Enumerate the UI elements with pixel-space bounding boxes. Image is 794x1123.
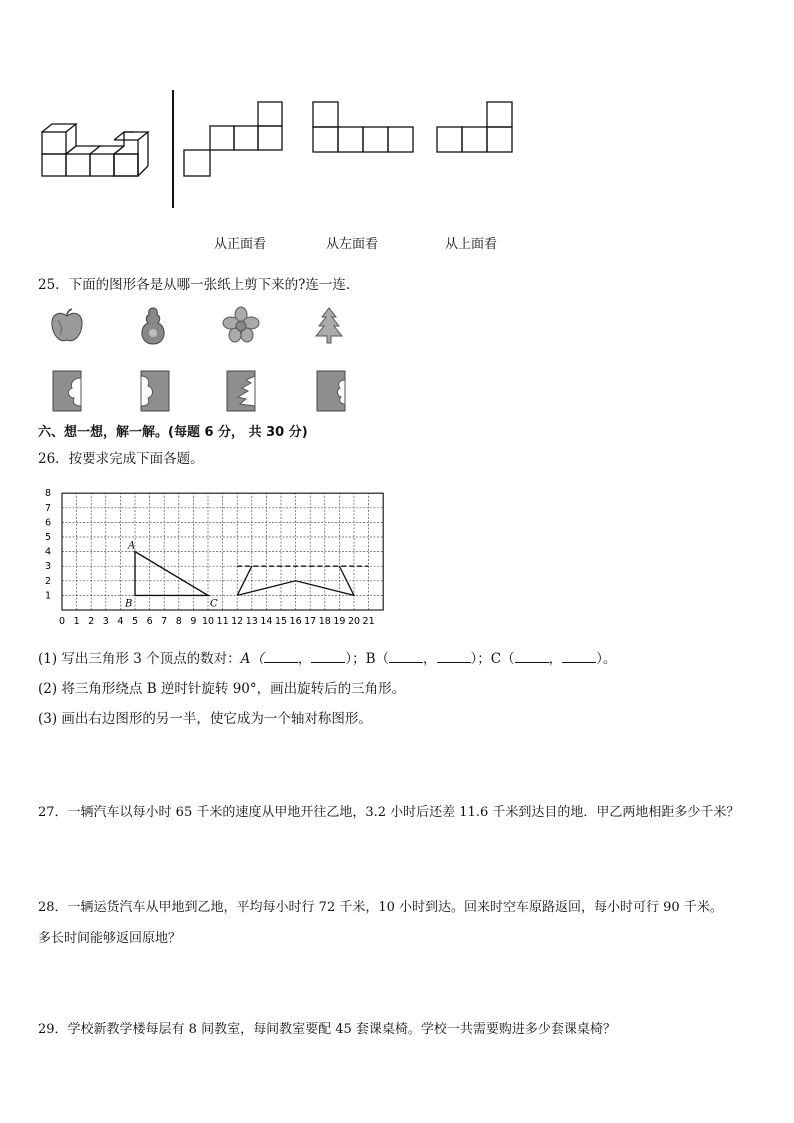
tree-cutout-icon[interactable] (313, 306, 345, 346)
x-tick-label: 21 (362, 616, 375, 627)
q26-sub1-b: ）；B（ (345, 651, 390, 667)
answer-blank-a-x[interactable] (264, 662, 298, 663)
paper-sheet-3-icon[interactable] (226, 370, 256, 412)
x-tick-label: 10 (201, 616, 215, 627)
paper-sheet-1-icon[interactable] (52, 370, 82, 412)
answer-blank-c-y[interactable] (562, 662, 596, 663)
x-tick-label: 9 (190, 616, 197, 627)
x-tick-label: 4 (117, 616, 124, 627)
y-tick-label: 6 (44, 517, 52, 529)
q26-sub1: (1) 写出三角形 3 个顶点的数对：A（ ， ）；B（ ， ）；C（ ， ）。 (38, 651, 617, 667)
coordinate-grid[interactable] (40, 478, 380, 630)
answer-blank-b-y[interactable] (437, 662, 471, 663)
apple-cutout-icon[interactable] (50, 308, 84, 344)
x-tick-label: 13 (245, 616, 258, 627)
left-view-figure (312, 101, 414, 153)
y-tick-label: 5 (44, 532, 52, 543)
x-tick-label: 17 (304, 616, 317, 627)
point-label-a: A (128, 540, 136, 552)
answer-blank-a-y[interactable] (311, 662, 345, 663)
x-tick-label: 0 (58, 616, 66, 627)
top-view-figure (436, 101, 514, 153)
question-28-line1: 28．一辆运货汽车从甲地到乙地，平均每小时行 72 千米，10 小时到达。回来时空车原路返回，每小时可行 90 千米。 (38, 900, 723, 915)
section-6-title: 六、想一想，解一解。(每题 6 分， 共 30 分) (38, 425, 308, 440)
x-tick-label: 6 (146, 616, 153, 627)
question-25: 25．下面的图形各是从哪一张纸上剪下来的?连一连． (38, 277, 360, 293)
x-tick-label: 16 (289, 616, 302, 627)
point-label-b: B (125, 598, 133, 610)
x-tick-label: 19 (333, 616, 346, 627)
x-tick-label: 8 (175, 616, 182, 627)
flower-cutout-icon[interactable] (222, 306, 260, 344)
x-tick-label: 14 (260, 616, 273, 627)
x-tick-label: 15 (274, 616, 288, 627)
y-tick-label: 2 (44, 575, 52, 587)
x-tick-label: 7 (161, 616, 168, 627)
label-top-view: 从上面看 (445, 237, 498, 252)
x-tick-label: 5 (131, 616, 139, 627)
x-tick-label: 12 (231, 616, 244, 627)
x-tick-label: 2 (88, 616, 95, 627)
x-tick-label: 18 (318, 616, 331, 627)
q26-sub1-prefix: (1) 写出三角形 3 个顶点的数对： (38, 651, 241, 667)
point-label-c: C (210, 598, 218, 610)
question-27: 27．一辆汽车以每小时 65 千米的速度从甲地开往乙地，3.2 小时后还差 11.6 千米到达目的地．甲乙两地相距多少千米？ (38, 805, 740, 820)
y-tick-label: 4 (44, 546, 52, 558)
q26-sub2: (2) 将三角形绕点 B 逆时针旋转 90°，画出旋转后的三角形。 (38, 681, 406, 697)
vertical-divider (172, 90, 174, 208)
paper-sheet-4-icon[interactable] (316, 370, 346, 412)
label-front-view: 从正面看 (214, 237, 267, 252)
gourd-cutout-icon[interactable] (137, 306, 169, 346)
question-26: 26．按要求完成下面各题。 (38, 451, 204, 467)
question-29: 29．学校新教学楼每层有 8 间教室，每间教室要配 45 套课桌椅。学校一共需要购进多少套课桌椅？ (38, 1022, 616, 1037)
y-tick-label: 8 (44, 488, 52, 500)
shape-left-edge (237, 566, 252, 595)
q26-sub1-end: ）。 (596, 651, 617, 667)
x-tick-label: 20 (347, 616, 361, 627)
triangle-abc (135, 552, 208, 596)
q26-sub1-a: A（ (240, 651, 264, 667)
x-tick-label: 3 (102, 616, 109, 627)
answer-blank-c-x[interactable] (515, 662, 549, 663)
q26-sub1-c: ）；C（ (470, 651, 515, 667)
label-left-view: 从左面看 (326, 237, 379, 252)
cube-figure (40, 120, 160, 180)
y-tick-label: 1 (44, 590, 52, 602)
y-tick-label: 3 (44, 561, 52, 573)
x-tick-label: 1 (73, 616, 80, 627)
front-view-figure (183, 101, 283, 177)
answer-blank-b-x[interactable] (389, 662, 423, 663)
y-tick-label: 7 (44, 502, 52, 514)
question-28-line2: 多长时间能够返回原地？ (38, 931, 182, 946)
paper-sheet-2-icon[interactable] (140, 370, 170, 412)
q26-sub3: (3) 画出右边图形的另一半，使它成为一个轴对称图形。 (38, 711, 372, 727)
x-tick-label: 11 (216, 616, 229, 627)
